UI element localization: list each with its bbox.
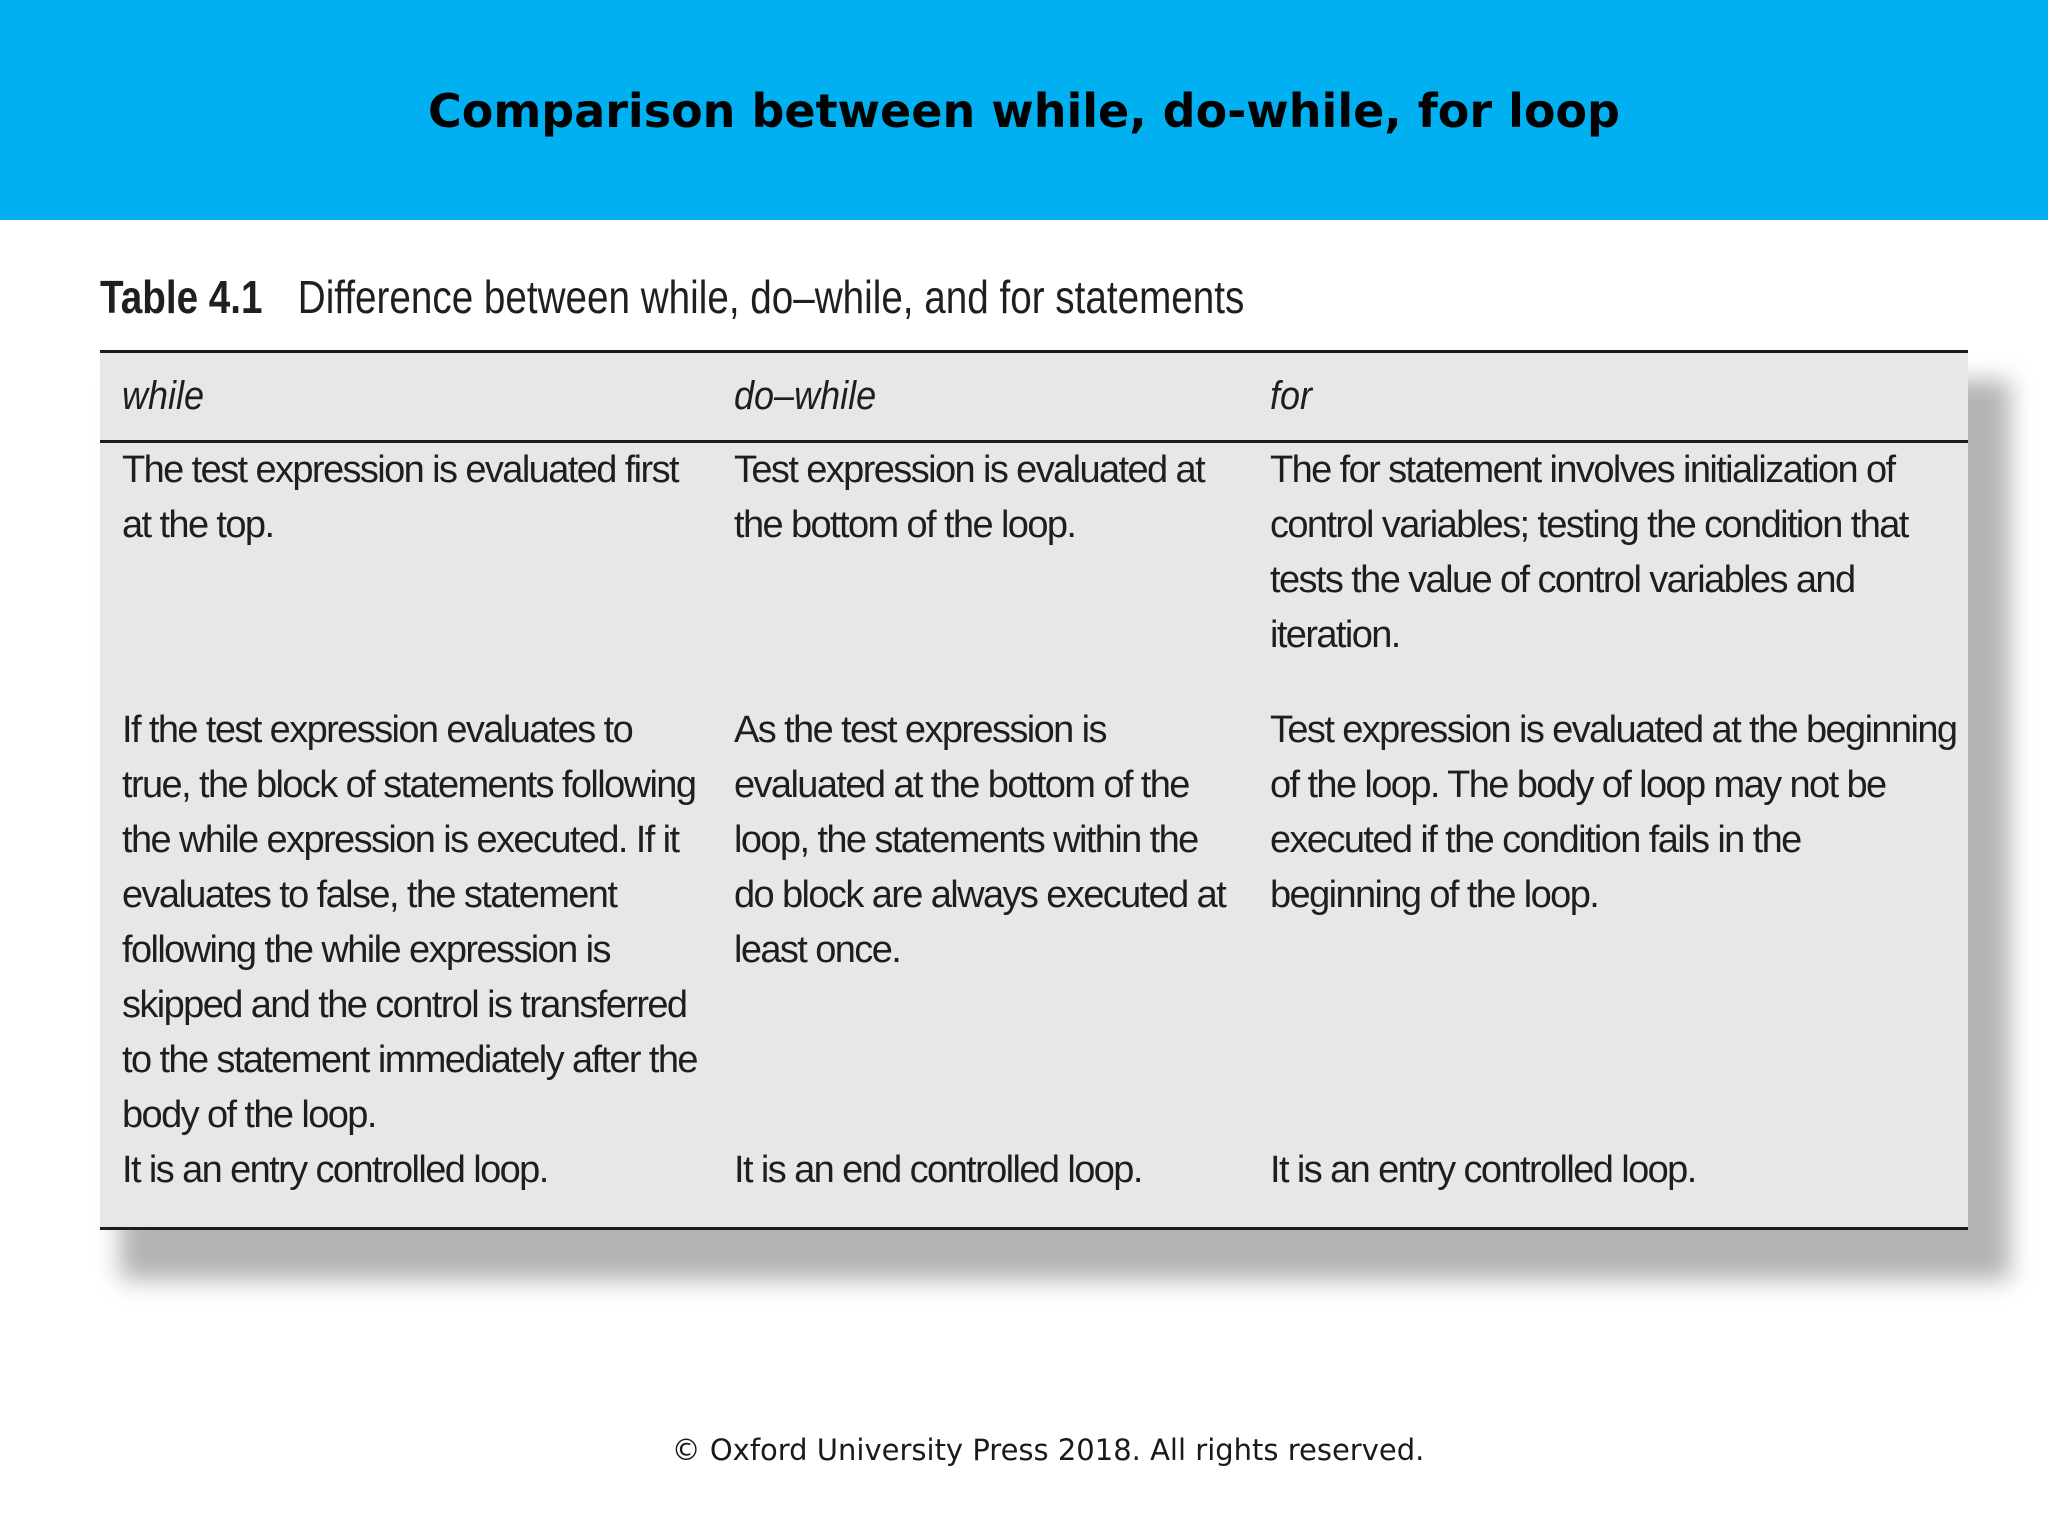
slide-title: Comparison between while, do-while, for loop [427, 84, 1620, 138]
comparison-table-grid [100, 353, 1968, 1223]
column-header-do-while: do–while [712, 353, 1248, 442]
table-caption-text: Difference between while, do–while, and for statements [297, 271, 1245, 323]
table-cell: It is an end controlled loop. [734, 1149, 1142, 1191]
table-cell: It is an entry controlled loop. [122, 1149, 548, 1191]
table-cell: If the test expression evaluates to true, the block of statements following the while expression is executed. If it evaluates to false, the statement following the while expression is skipped and the control is transferred to the statement immediately after the body of the loop. [122, 709, 697, 1136]
column-header-while: while [100, 353, 712, 442]
comparison-table [100, 350, 1968, 1230]
table-caption [100, 270, 1244, 324]
table-row [100, 442, 1968, 704]
table-cell: As the test expression is evaluated at the bottom of the loop, the statements within the do block are always executed at least once. [734, 709, 1226, 971]
table-label: Table 4.1 [100, 271, 263, 323]
table-header-row [100, 353, 1968, 442]
table-cell: The for statement involves initialization of control variables; testing the condition that tests the value of control variables and iteration. [1270, 449, 1908, 656]
table-cell: The test expression is evaluated first at the top. [122, 449, 678, 546]
copyright-footer: © Oxford University Press 2018. All rights reserved. [671, 1433, 1425, 1467]
column-header-for: for [1248, 353, 1968, 442]
table-row [100, 703, 1968, 1143]
table-cell: Test expression is evaluated at the bottom of the loop. [734, 449, 1205, 546]
table-row [100, 1143, 1968, 1223]
table-cell: It is an entry controlled loop. [1270, 1149, 1696, 1191]
table-cell: Test expression is evaluated at the beginning of the loop. The body of loop may not be executed if the condition fails in the beginning of the loop. [1270, 709, 1957, 916]
